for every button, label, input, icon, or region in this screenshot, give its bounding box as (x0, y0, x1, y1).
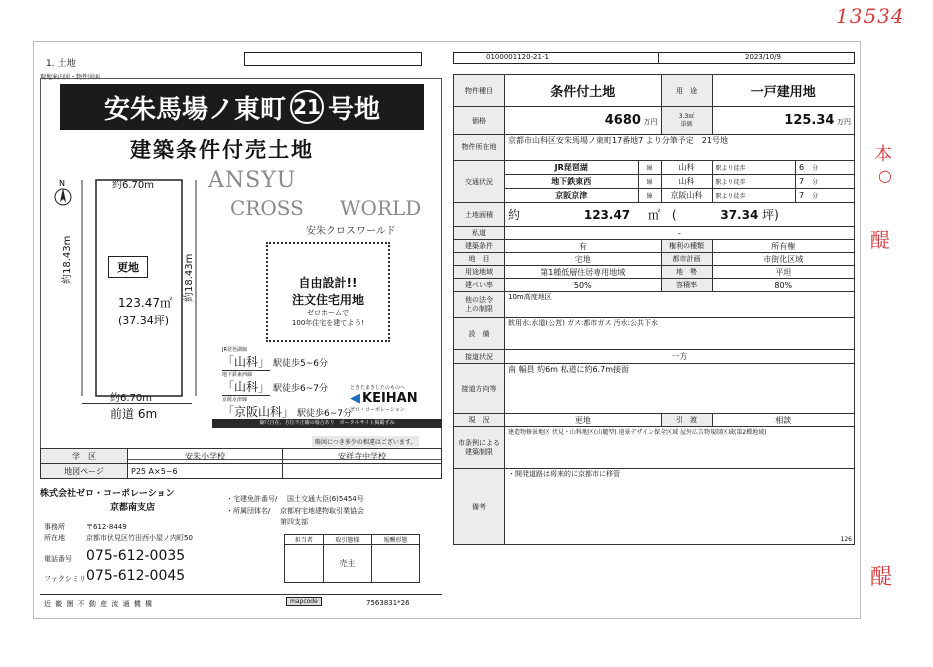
land-category-label: 地 目 (454, 253, 505, 266)
restriction-label-2: 建築制限 (465, 447, 493, 456)
brand-line2: CROSS (230, 196, 304, 220)
tel-number: 075-612-0035 (86, 548, 186, 564)
elementary-school: 安朱小学校 (128, 449, 283, 464)
transport-station-3: 京阪山科 (661, 189, 712, 203)
junior-school: 安祥寺中学校 (282, 449, 441, 464)
role-head-1: 担当者 (285, 535, 324, 545)
red-mark-2: ○ (878, 166, 892, 185)
plot-right-depth: 約18.43m (184, 253, 195, 302)
banner-number: 21 (290, 90, 324, 124)
transport-unit-3: 分 (812, 193, 819, 200)
building-coverage: 50% (505, 279, 662, 292)
free-design-title1: 自由設計!! (298, 276, 358, 290)
red-mark-3: 醍 (870, 228, 890, 252)
property-table (453, 74, 855, 545)
brand-jp: 安朱クロスワールド (306, 226, 396, 237)
city-plan: 市街化区域 (712, 253, 855, 266)
bcr-label: 建ぺい率 (454, 279, 505, 292)
license-value: 国土交通大臣(6)5454号 (287, 495, 364, 503)
role-table (284, 534, 420, 583)
free-design-sub2: 100年住宅を建てよう! (291, 319, 365, 327)
price-label: 価格 (454, 107, 505, 135)
plot-outline (96, 180, 182, 396)
role-head-3: 報酬形態 (371, 535, 419, 545)
title-banner (60, 84, 424, 130)
transport-line-1: JR琵琶湖 (505, 161, 639, 175)
terrain-label: 地 勢 (661, 266, 712, 279)
free-design-sub1: ゼロホームで (307, 309, 349, 317)
other-restrictions: 10m高度地区 (505, 292, 855, 318)
land-area-label: 土地面積 (454, 203, 505, 227)
land-category: 宅地 (505, 253, 662, 266)
remarks-label: 備考 (454, 469, 505, 545)
unit-price-unit: 万円 (837, 118, 851, 126)
transport-min-2: 7 (798, 177, 805, 186)
transport-walk-1: 駅より徒歩 (712, 161, 795, 175)
plot-top-width: 約6.70m (112, 180, 155, 191)
address-label: 所在地 (44, 534, 65, 542)
per-label-2: 単価 (680, 120, 693, 128)
station-line-1: JR琵琶湖線 (222, 347, 247, 353)
plot-bottom-width: 約6.70m (110, 393, 153, 404)
company-branch: 京都南支店 (110, 503, 156, 513)
fax-label: ファクシミリ (44, 575, 86, 583)
keihan-mark-icon: ◀ (350, 391, 360, 406)
use-label: 用 途 (661, 75, 712, 107)
condition-label: 建築条件 (454, 240, 505, 253)
map-page: P25 A×5~6 (128, 464, 283, 479)
station-name-3: 「京阪山科」 (222, 405, 295, 419)
private-road: - (505, 227, 855, 240)
brand-line3: WORLD (340, 196, 422, 220)
brand-logo (208, 168, 440, 240)
road-line (82, 403, 192, 404)
zoning-label: 用途地域 (454, 266, 505, 279)
footer-logo: mapcode (286, 597, 322, 606)
rights-label: 権利の種類 (661, 240, 712, 253)
type-label: 物件種目 (454, 75, 505, 107)
transport-min-1: 6 (798, 163, 805, 172)
station-name-1: 「山科」 (222, 355, 271, 369)
map-caption: 縮尺自在、方位不正確の場合あり ポータルサイト掲載ずみ (212, 419, 442, 428)
land-area-paren: ( (671, 208, 677, 222)
header-divider (658, 52, 659, 64)
subtitle: 建築条件付売土地 (130, 137, 314, 162)
footer-assoc: 近 畿 圏 不 動 産 流 通 機 構 (44, 600, 154, 608)
assoc-label: ・所属団体名/ (226, 507, 271, 515)
transport-label: 交通状況 (454, 161, 505, 203)
station-name-2: 「山科」 (222, 380, 271, 394)
zoning: 第1種低層住居専用地域 (505, 266, 662, 279)
station-walk-1: 駅徒歩5~6分 (273, 359, 329, 369)
front-road: 前道 6m (110, 407, 158, 421)
facilities: 飲用水:水道(公営) ガス:都市ガス 汚水:公共下水 (505, 318, 855, 350)
map-page-label: 地図ページ (41, 464, 128, 479)
facilities-label: 設 備 (454, 318, 505, 350)
property-type: 条件付土地 (505, 75, 662, 107)
banner-title: 安朱馬場ノ東町 (103, 94, 286, 125)
other-law-label-2: 上の制限 (465, 304, 493, 313)
transport-line-2: 地下鉄東西 (505, 175, 639, 189)
transport-station-1: 山科 (661, 161, 712, 175)
keihan-logo (350, 384, 436, 413)
status-label: 現 況 (454, 414, 505, 427)
brand-line1: ANSYU (208, 168, 297, 193)
road-access: 一方 (505, 350, 855, 364)
footer-rule (40, 594, 442, 595)
free-design-box (266, 242, 390, 342)
listing-id: 0100001120-21-1 (486, 53, 549, 61)
listing-date: 2023/10/9 (745, 53, 781, 61)
footer-code: 7563831*26 (366, 599, 410, 607)
red-mark-4: 醍 (870, 565, 893, 590)
station-guide (222, 346, 352, 421)
price-value: 4680 (604, 113, 641, 128)
transport-sen-1: 線 (638, 161, 661, 175)
unit-price: 125.34 (784, 113, 835, 128)
access-label: 接道状況 (454, 350, 505, 364)
banner-suffix: 号地 (328, 94, 381, 125)
floor-area-ratio: 80% (712, 279, 855, 292)
far-label: 容積率 (661, 279, 712, 292)
rights-type: 所有権 (712, 240, 855, 253)
terrain: 平坦 (712, 266, 855, 279)
station-line-3: 京阪京津線 (222, 397, 248, 403)
station-walk-2: 駅徒歩6~7分 (273, 384, 329, 394)
private-road-label: 私道 (454, 227, 505, 240)
section-title: 1. 土地 (46, 59, 76, 69)
role-head-2: 取引態様 (323, 535, 371, 545)
land-area-approx: 約 (508, 208, 521, 222)
transport-line-3: 京阪京津 (505, 189, 639, 203)
price-unit: 万円 (643, 118, 658, 126)
plot-area-tsubo: (37.34坪) (118, 314, 170, 327)
station-walk-3: 駅徒歩6~7分 (297, 409, 352, 419)
building-condition: 有 (505, 240, 662, 253)
transaction-mode: 売主 (323, 545, 371, 583)
license-label: ・宅建免許番号/ (226, 495, 278, 503)
other-law-label-1: 他の法令 (465, 295, 493, 304)
land-area-tsubo: 37.34 (720, 208, 759, 222)
road-direction: 南 幅員 約6m 私道に約6.7m接面 (505, 364, 855, 414)
station-line-2: 地下鉄東西線 (222, 372, 253, 378)
map-label: 現地案内図・物件図面 (40, 74, 101, 81)
land-area-m2: ㎡ (647, 208, 660, 222)
tel-label: 電話番号 (44, 555, 72, 563)
transport-unit-1: 分 (812, 165, 819, 172)
per-label-1: 3.3㎡ (678, 112, 695, 120)
red-mark-1: 本 (874, 144, 892, 165)
current-status: 更地 (505, 414, 662, 427)
remarks: ・開発道路は将来的に京都市に移管 (508, 470, 620, 478)
header-blank (244, 52, 422, 66)
office-address: 京都市伏見区竹田西小屋ノ内町50 (86, 534, 193, 542)
transport-min-3: 7 (798, 191, 805, 200)
building-restrictions: 建造物修景地区 伏見・山科地区(山麓型) 遠景デザイン保全区域 屋外広告物規制区域(第2種地域) (505, 427, 855, 469)
stamp-number: 13534 (836, 4, 905, 28)
assoc-value: 京都府宅地建物取引業協会 (280, 507, 364, 515)
disclaimer-note: 略図につき多少の相違はございます。 (312, 436, 419, 447)
property-location: 京都市山科区安朱馬場ノ東町17番地7 より分筆予定 21号地 (505, 135, 855, 161)
svg-text:N: N (59, 179, 65, 188)
plot-kind-badge: 更地 (108, 256, 148, 278)
restriction-label-1: 市条例による (458, 438, 500, 447)
handover: 相談 (712, 414, 855, 427)
office-zip: 〒612-8449 (86, 523, 127, 531)
assoc-sub: 第四支部 (280, 518, 308, 526)
free-design-title2: 注文住宅用地 (291, 293, 364, 307)
keihan-company: ゼロ・コーポレーション (350, 407, 405, 413)
land-area-value: 123.47 (583, 208, 631, 222)
transport-station-2: 山科 (661, 175, 712, 189)
city-plan-label: 都市計画 (661, 253, 712, 266)
plot-area-m2: 123.47㎡ (118, 296, 172, 310)
road-direction-label: 接道方向等 (454, 364, 505, 414)
fax-number: 075-612-0045 (86, 568, 186, 584)
transport-walk-2: 駅より徒歩 (712, 175, 795, 189)
keihan-name: KEIHAN (362, 391, 418, 406)
school-label: 学 区 (41, 449, 128, 464)
plot-left-depth: 約18.43m (62, 235, 73, 284)
company-name: 株式会社ゼロ・コーポレーション (40, 489, 175, 499)
handover-label: 引 渡 (661, 414, 712, 427)
location-label: 物件所在地 (454, 135, 505, 161)
transport-sen-2: 線 (638, 175, 661, 189)
transport-unit-2: 分 (812, 179, 819, 186)
page-number: 126 (840, 536, 852, 543)
property-use: 一戸建用地 (712, 75, 855, 107)
transport-walk-3: 駅より徒歩 (712, 189, 795, 203)
office-label: 事務所 (44, 523, 65, 531)
transport-sen-3: 線 (638, 189, 661, 203)
keihan-sub: ときたまきしたのものへ (350, 385, 406, 391)
school-table (40, 448, 442, 479)
land-area-tsubo-unit: 坪) (762, 208, 779, 222)
